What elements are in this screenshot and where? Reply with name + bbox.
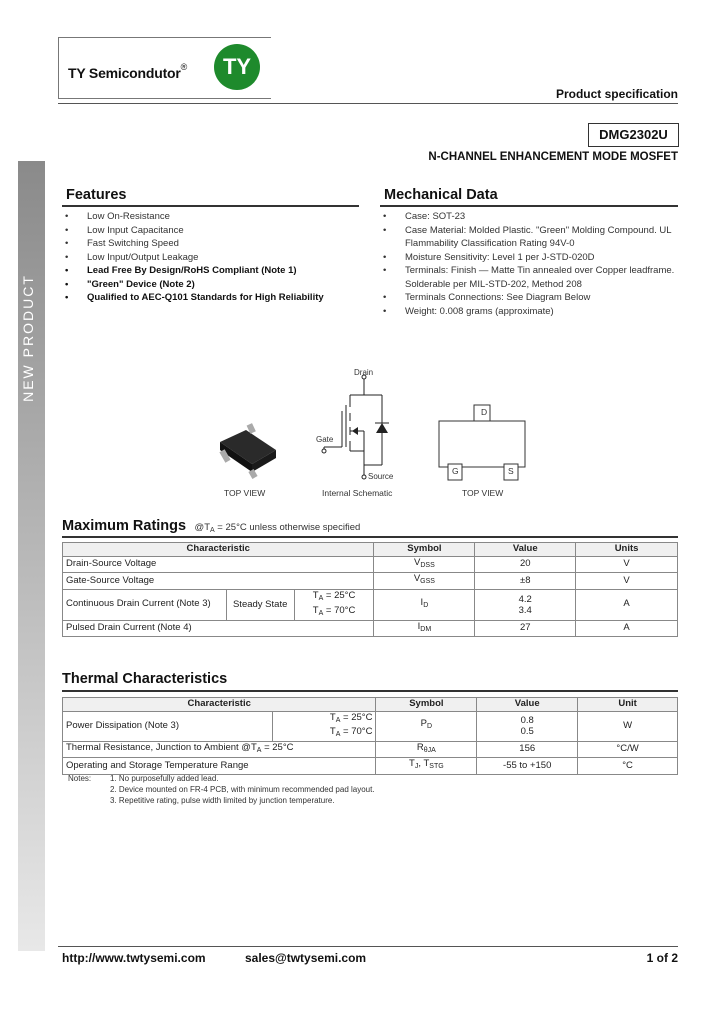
company-logo: TY	[214, 44, 260, 90]
list-item: • "Green" Device (Note 2)	[65, 278, 365, 292]
note-item: 1. No purposefully added lead.	[110, 774, 219, 783]
top-view-caption-right: TOP VIEW	[462, 488, 504, 498]
mechanical-list	[383, 210, 675, 318]
max-ratings-heading	[62, 517, 360, 535]
list-item: • Lead Free By Design/RoHS Compliant (Note 1)	[65, 264, 365, 278]
list-item: • Case: SOT-23	[383, 210, 675, 224]
table-row: Gate-Source Voltage $V_{GSS}$ ±8 V	[63, 573, 678, 590]
part-number: DMG2302U	[588, 123, 679, 147]
source-label: Source	[368, 472, 394, 481]
thermal-underline	[62, 690, 678, 692]
max-ratings-underline	[62, 536, 678, 538]
internal-schematic	[312, 365, 404, 487]
mechanical-title: Mechanical Data	[384, 187, 498, 203]
max-ratings-condition: $@T_A = 25^\circ C$ unless otherwise specified	[194, 522, 361, 534]
mechanical-underline	[380, 205, 678, 207]
table-row: Continuous Drain Current (Note 3) Steady State $T_A = 25^\circ C$ $T_A = 70^\circ C$ $I_D$ 4.2 3.4 A	[63, 589, 678, 620]
thermal-title: Thermal Characteristics	[62, 671, 228, 687]
footer-divider	[58, 946, 678, 947]
pin-g-label: G	[452, 466, 459, 476]
list-item: • Low Input Capacitance	[65, 224, 365, 238]
drain-label: Drain	[354, 368, 374, 377]
list-item: • Terminals Connections: See Diagram Below	[383, 291, 675, 305]
table-row: Operating and Storage Temperature Range $T_J$, $T_{STG}$ -55 to +150 °C	[63, 758, 678, 775]
max-ratings-table	[62, 542, 678, 637]
list-item: • Low On-Resistance	[65, 210, 365, 224]
notes-label: Notes:	[68, 774, 92, 783]
product-spec-label: Product specification	[555, 87, 678, 101]
features-underline	[62, 205, 359, 207]
table-header-row: Characteristic Symbol Value Units	[63, 543, 678, 557]
list-item: • Weight: 0.008 grams (approximate)	[383, 305, 675, 319]
thermal-table	[62, 697, 678, 775]
note-item: 2. Device mounted on FR-4 PCB, with minimum recommended pad layout.	[110, 785, 375, 794]
company-name: TY Semicondutor®	[68, 62, 188, 81]
pin-d-label: D	[481, 407, 488, 417]
schematic-caption: Internal Schematic	[322, 488, 393, 498]
note-item: 3. Repetitive rating, pulse width limited by junction temperature.	[110, 796, 335, 805]
sot23-package-image	[212, 420, 284, 480]
list-item: • Qualified to AEC-Q101 Standards for High Reliability	[65, 291, 365, 305]
top-view-caption-left: TOP VIEW	[224, 488, 266, 498]
new-product-label: NEW PRODUCT	[20, 274, 36, 402]
list-item: • Case Material: Molded Plastic. "Green" Molding Compound. UL Flammability Classification Rating 94V-0	[383, 224, 675, 251]
notes-list	[110, 773, 375, 806]
list-item: • Moisture Sensitivity: Level 1 per J-STD-020D	[383, 251, 675, 265]
table-row: Power Dissipation (Note 3) $T_A = 25^\circ C$ $T_A = 70^\circ C$ $P_D$ 0.8 0.5 W	[63, 711, 678, 741]
gate-label: Gate	[316, 435, 334, 444]
table-row: Drain-Source Voltage $V_{DSS}$ 20 V	[63, 556, 678, 573]
max-ratings-title: Maximum Ratings	[62, 518, 187, 534]
list-item: • Fast Switching Speed	[65, 237, 365, 251]
table-row: Thermal Resistance, Junction to Ambient $@T_A = 25^\circ C$ $R_{\theta JA}$ 156 °C/W	[63, 741, 678, 758]
header-divider	[58, 103, 678, 104]
email-link[interactable]: sales@twtysemi.com	[245, 951, 367, 965]
page-number: 1 of 2	[646, 951, 678, 965]
website-link[interactable]: http://www.twtysemi.com	[62, 951, 206, 965]
list-item: • Terminals: Finish — Matte Tin annealed over Copper leadframe. Solderable per MIL-STD-202, Method 208	[383, 264, 675, 291]
table-header-row: Characteristic Symbol Value Unit	[63, 698, 678, 712]
list-item: • Low Input/Output Leakage	[65, 251, 365, 265]
device-subtitle: N-CHANNEL ENHANCEMENT MODE MOSFET	[428, 151, 678, 163]
features-title: Features	[66, 187, 127, 203]
features-list	[65, 210, 365, 305]
pin-s-label: S	[508, 466, 514, 476]
table-row: Pulsed Drain Current (Note 4) $I_{DM}$ 27 A	[63, 620, 678, 637]
